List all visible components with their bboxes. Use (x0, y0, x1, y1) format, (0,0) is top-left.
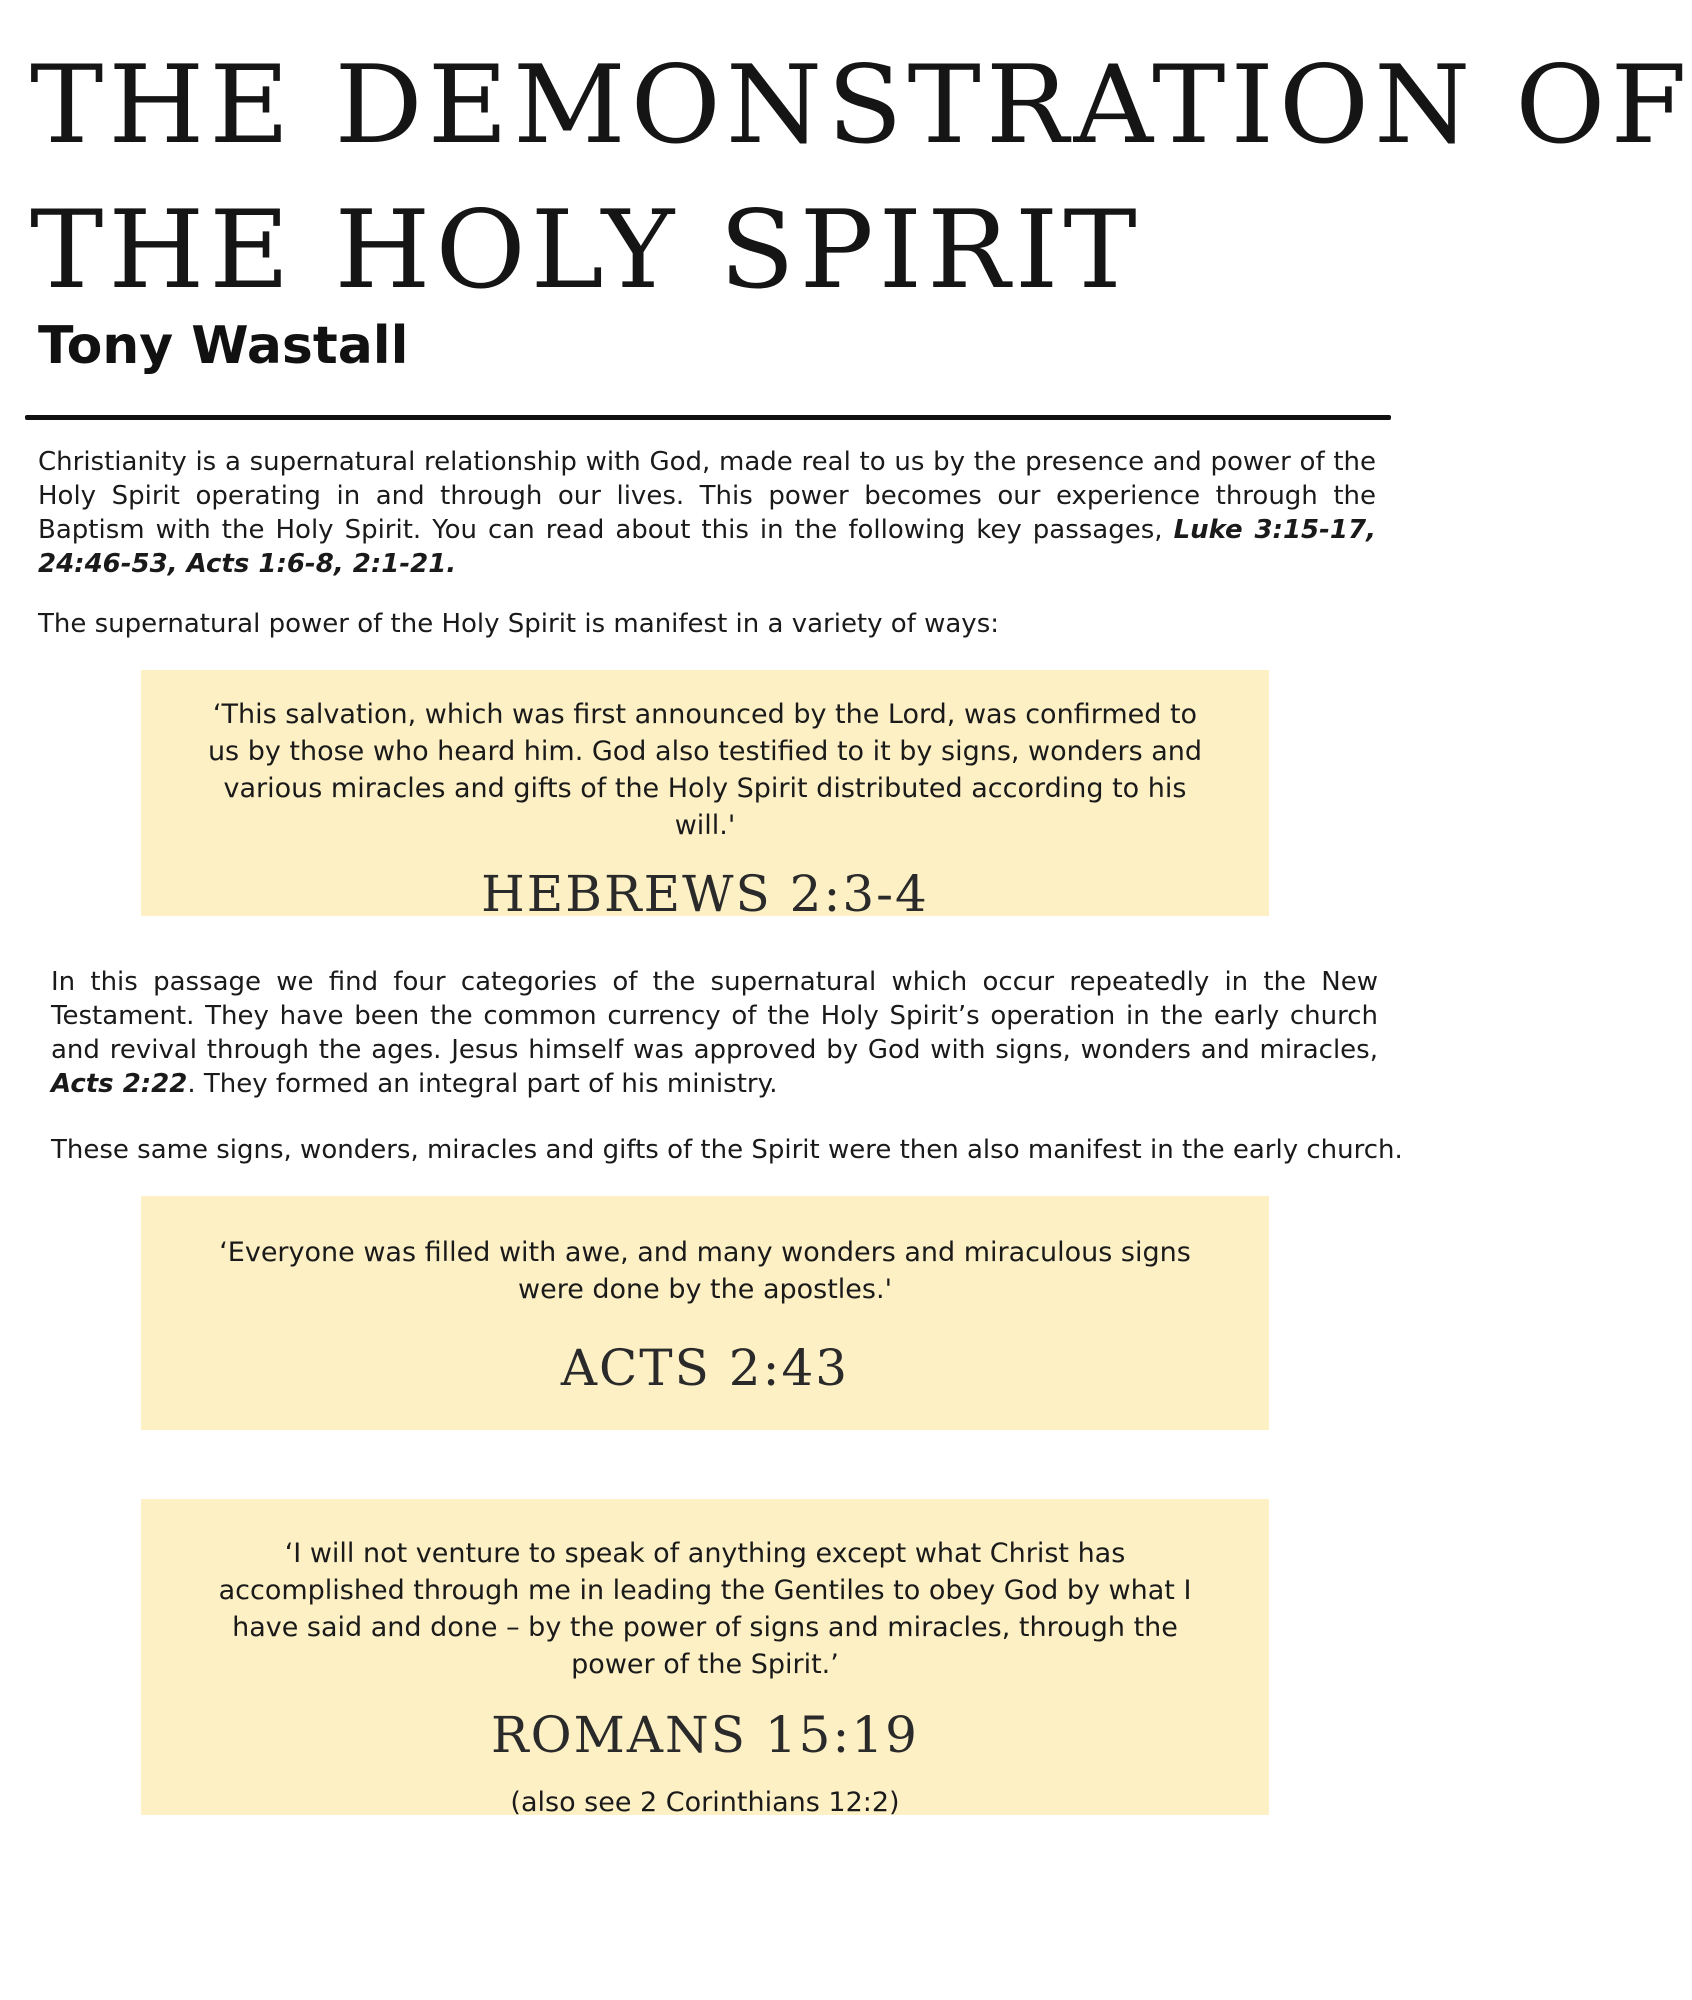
categories-paragraph (51, 965, 1378, 1101)
quote-note: (also see 2 Corinthians 12:2) (510, 1787, 900, 1818)
categories-paragraph-text-b: . They formed an integral part of his ministry. (187, 1069, 778, 1099)
quote-reference: ACTS 2:43 (560, 1339, 850, 1397)
quote-reference: HEBREWS 2:3-4 (481, 865, 929, 923)
page-title (30, 32, 1692, 322)
quote-text: ‘This salvation, which was first announced by the Lord, was confirmed to us by those who heard him. God also testified to it by signs, wonders and various miracles and gifts of the Holy Spirit distributed according to his will.' (207, 699, 1203, 841)
title-line-2: THE HOLY SPIRIT (30, 186, 1142, 313)
quote-text: ‘I will not venture to speak of anything except what Christ has accomplished through me in leading the Gentiles to obey God by what I have said and done – by the power of signs and miracles, through the power of the Spirit.’ (218, 1538, 1192, 1680)
quote-reference: ROMANS 15:19 (491, 1706, 919, 1764)
categories-scripture-reference: Acts 2:22 (51, 1069, 188, 1099)
quote-box-romans (141, 1499, 1269, 1818)
quote-box-acts (141, 1196, 1269, 1430)
intro-scripture-references: Luke 3:15-17, 24:46-53, Acts 1:6-8, 2:1-21. (38, 515, 1376, 579)
early-church-paragraph: These same signs, wonders, miracles and gifts of the Spirit were then also manifest in the early church. (51, 1135, 1403, 1165)
intro-paragraph (38, 445, 1376, 581)
header-divider (25, 415, 1391, 420)
intro-paragraph-text: Christianity is a supernatural relationship with God, made real to us by the presence and power of the Holy Spirit operating in and through our lives. This power becomes our experience through the Baptism with the Holy Spirit. You can read about this in the following key passages, (38, 447, 1376, 545)
quote-box-hebrews (141, 670, 1269, 923)
author-name: Tony Wastall (38, 316, 409, 376)
categories-paragraph-text-a: In this passage we find four categories of the supernatural which occur repeatedly in the New Testament. They have been the common currency of the Holy Spirit’s operation in the early church and revival through the ages. Jesus himself was approved by God with signs, wonders and miracles, (51, 967, 1378, 1065)
manifest-paragraph: The supernatural power of the Holy Spirit is manifest in a variety of ways: (38, 609, 999, 639)
title-line-1: THE DEMONSTRATION OF (30, 41, 1692, 168)
quote-text: ‘Everyone was filled with awe, and many wonders and miraculous signs were done by the apostles.' (219, 1237, 1191, 1305)
